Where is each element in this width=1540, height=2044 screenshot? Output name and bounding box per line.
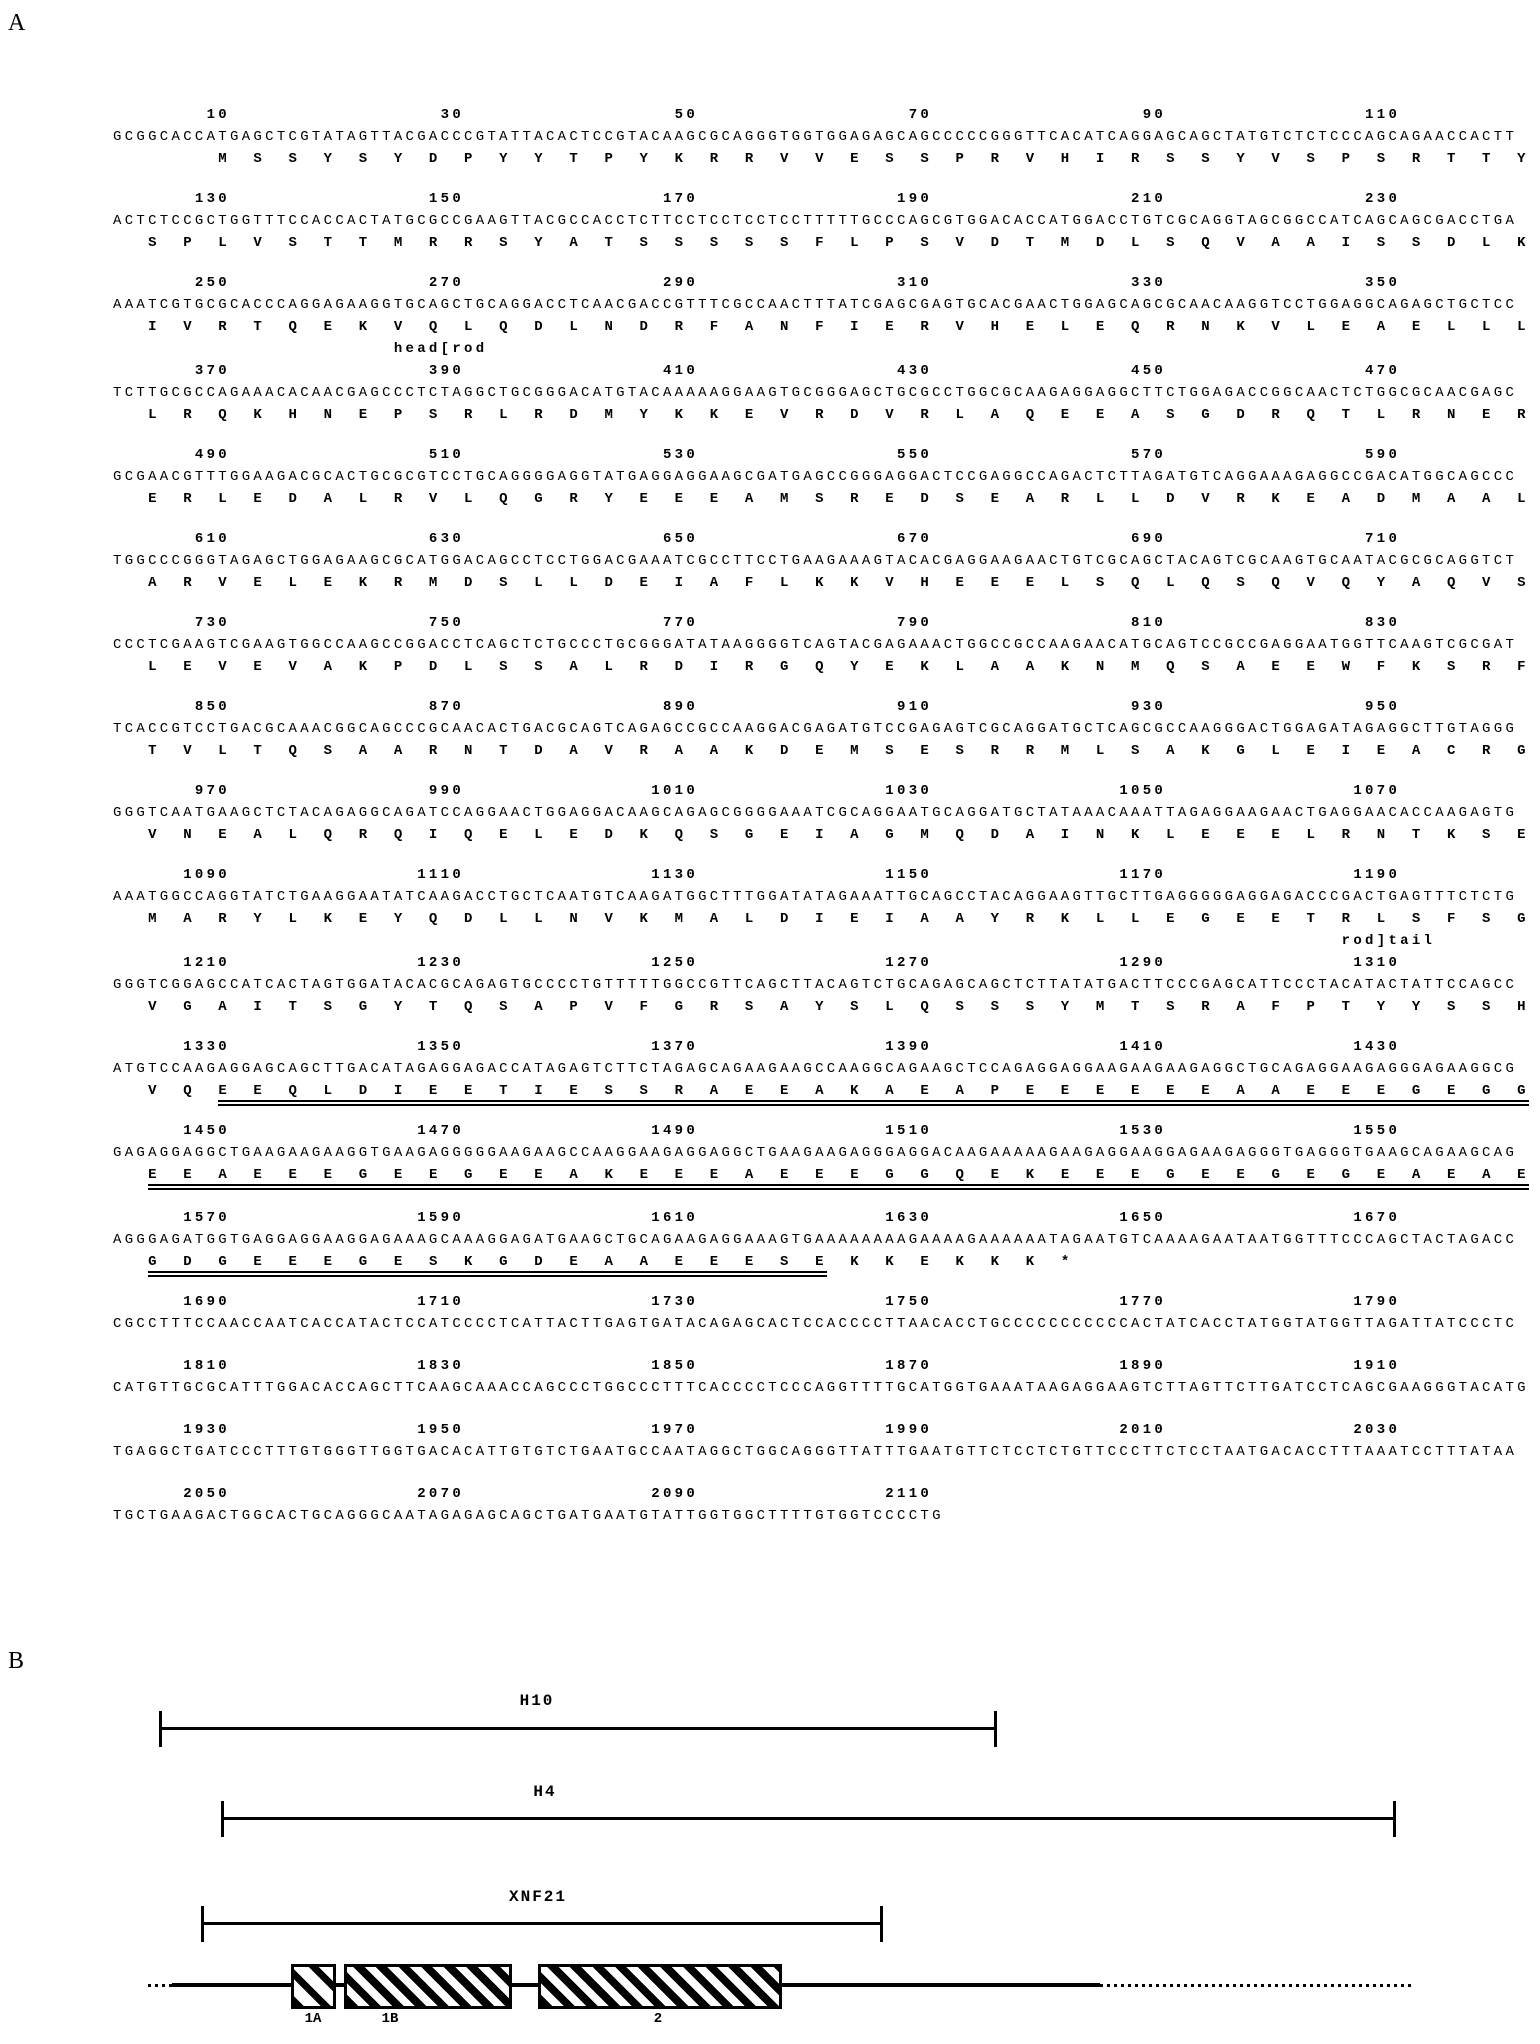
- nucleotide-sequence: GCGGCACCATGAGCTCGTATAGTTACGACCCGTATTACACTCCGTACAAGCGCAGGGTGGTGGAGAGCAGCCCCCGGGTTCACATCAGGAGCAGCTATGTCTCTCCCAGCAGAACCACTT: [113, 129, 1518, 145]
- acidic-domain-underline: G D G E E E G E S K G D E A A E E E S E: [148, 1254, 827, 1277]
- nucleotide-sequence: GCGAACGTTTGGAAGACGCACTGCGCGTCCTGCAGGGGAGGTATGAGGAGGAAGCGATGAGCCGGGAGGACTCCGAGGCCAGACTCTTAGATGTCAGGAAAGAGGCCGACATGGCAGCCC: [113, 469, 1518, 485]
- domain-box-2: [538, 1964, 782, 2009]
- acidic-domain-underline: E E Q L D I E E T I E S S R A E E A K A E A P E E E E E E A A E E E G E G G: [218, 1083, 1529, 1106]
- nucleotide-sequence: CATGTTGCGCATTTGGACACCAGCTTCAAGCAAACCAGCCCTGGCCCTTTCACCCCTCCCAGGTTTTGCATGGTGAAATAAGAGGAAGTCTTAGTTCTTGATCCTCAGCGAAGGGTACATG: [113, 1380, 1529, 1396]
- clone-label-h10: H10: [519, 1692, 555, 1710]
- domain-box-1a: [291, 1964, 336, 2009]
- clone-line-h4: [221, 1817, 1396, 1820]
- domain-boundary-annotation: rod]tail: [113, 933, 1436, 949]
- amino-acid-sequence: A R V E L E K R M D S L L D E I A F L K K V H E E E L S Q L Q S Q V Q Y A Q V S: [113, 575, 1529, 591]
- position-ruler: 1210 1230 1250 1270 1290 1310: [113, 955, 1401, 971]
- amino-acid-sequence: M A R Y L K E Y Q D L L N V K M A L D I E I A A Y R K L L E G E E T R L S F S G: [113, 911, 1529, 927]
- position-ruler: 250 270 290 310 330 350: [113, 275, 1401, 291]
- amino-acid-sequence: L R Q K H N E P S R L R D M Y K K E V R D V R L A Q E E A S G D R Q T L R N E R: [113, 407, 1529, 423]
- domain-label-1b: 1B: [381, 2011, 399, 2027]
- position-ruler: 490 510 530 550 570 590: [113, 447, 1401, 463]
- amino-acid-sequence: I V R T Q E K V Q L Q D L N D R F A N F I E R V H E L E Q R N K V L E A E L L L: [113, 319, 1529, 335]
- position-ruler: 1810 1830 1850 1870 1890 1910: [113, 1358, 1401, 1374]
- nucleotide-sequence: GGGTCAATGAAGCTCTACAGAGGCAGATCCAGGAACTGGAGGACAAGCAGAGCGGGGAAATCGCAGGAATGCAGGATGCTATAAACAAATTAGAGGAAGAACTGAGGAACACCAAGAGTG: [113, 805, 1518, 821]
- nucleotide-sequence: ACTCTCCGCTGGTTTCCACCACTATGCGCCGAAGTTACGCCACCTCTTCCTCCTCCTCCTTTTTGCCCAGCGTGGACACCATGGACCTGTCGCAGGTAGCGGCCATCAGCAGCGACCTGA: [113, 213, 1518, 229]
- clone-extent-xnf21: [201, 1906, 883, 1942]
- domain-boundary-annotation: head[rod: [113, 341, 488, 357]
- clone-extent-h10: [159, 1711, 997, 1747]
- position-ruler: 1570 1590 1610 1630 1650 1670: [113, 1210, 1401, 1226]
- nucleotide-sequence: CGCCTTTCCAACCAATCACCATACTCCATCCCCTCATTACTTGAGTGATACAGAGCACTCCACCCCTTAACACCTGCCCCCCCCCCCACTATCACCTATGGTATGGTTAGATTATCCCTC: [113, 1316, 1518, 1332]
- position-ruler: 370 390 410 430 450 470: [113, 363, 1401, 379]
- nucleotide-sequence: TGCTGAAGACTGGCACTGCAGGGCAATAGAGAGCAGCTGATGAATGTATTGGTGGCTTTTGTGGTCCCCTG: [113, 1508, 944, 1524]
- position-ruler: 850 870 890 910 930 950: [113, 699, 1401, 715]
- nucleotide-sequence: GGGTCGGAGCCATCACTAGTGGATACACGCAGAGTGCCCCTGTTTTTGGCCGTTCAGCTTACAGTCTGCAGAGCAGCTCTTATATGACTTCCCGAGCATTCCCTACATACTATTCCAGCC: [113, 977, 1518, 993]
- amino-acid-sequence: V G A I T S G Y T Q S A P V F G R S A Y S L Q S S S Y M T S R A F P T Y Y S S H: [113, 999, 1529, 1015]
- amino-acid-sequence: L E V E V A K P D L S S A L R D I R G Q Y E K L A A K N M Q S A E E W F K S R F: [113, 659, 1529, 675]
- position-ruler: 730 750 770 790 810 830: [113, 615, 1401, 631]
- amino-acid-sequence: V N E A L Q R Q I Q E L E D K Q S G E I A G M Q D A I N K L E E E L R N T K S E: [113, 827, 1529, 843]
- nucleotide-sequence: AAATGGCCAGGTATCTGAAGGAATATCAAGACCTGCTCAATGTCAAGATGGCTTTGGATATAGAAATTGCAGCCTACAGGAAGTTGCTTGAGGGGGAGGAGACCCGACTGAGTTTCTCTG: [113, 889, 1518, 905]
- position-ruler: 1330 1350 1370 1390 1410 1430: [113, 1039, 1401, 1055]
- position-ruler: 1090 1110 1130 1150 1170 1190: [113, 867, 1401, 883]
- panel-a-label: A: [8, 10, 26, 36]
- position-ruler: 1690 1710 1730 1750 1770 1790: [113, 1294, 1401, 1310]
- clone-extent-h4: [221, 1801, 1396, 1837]
- position-ruler: 130 150 170 190 210 230: [113, 191, 1401, 207]
- acidic-domain-underline: E E A E E E G E E G E E A K E E E A E E E G G Q E K E E E G E E G E G E A E A E: [148, 1167, 1529, 1190]
- clone-label-xnf21: XNF21: [508, 1888, 567, 1906]
- nucleotide-sequence: TGAGGCTGATCCCTTTGTGGGTTGGTGACACATTGTGTCTGAATGCCAATAGGCTGGCAGGGTTATTTGAATGTTCTCCTCTGTTCCCTTCTCCTAATGACACCTTTAAATCCTTTATAA: [113, 1444, 1518, 1460]
- clone-line-h10: [159, 1727, 997, 1730]
- domain-box-1b: [344, 1964, 512, 2009]
- domain-label-1a: 1A: [304, 2011, 322, 2027]
- nucleotide-sequence: AAATCGTGCGCACCCAGGAGAAGGTGCAGCTGCAGGACCTCAACGACCGTTTCGCCAACTTTATCGAGCGAGTGCACGAACTGGAGCAGCGCAACAAGGTCCTGGAGGCAGAGCTGCTCC: [113, 297, 1518, 313]
- clone-line-xnf21: [201, 1922, 883, 1925]
- nucleotide-sequence: AGGGAGATGGTGAGGAGGAAGGAGAAAGCAAAGGAGATGAAGCTGCAGAAGAGGAAAGTGAAAAAAAAGAAAAGAAAAAATAGAATGTCAAAAGAATAATGGTTTCCCAGCTACTAGACC: [113, 1232, 1518, 1248]
- nucleotide-sequence: ATGTCCAAGAGGAGCAGCTTGACATAGAGGAGACCATAGAGTCTTCTAGAGCAGAAGAAGCCAAGGCAGAAGCTCCAGAGGAGGAAGAAGAAGAGGCTGCAGAGGAAGAGGGAGAAGGCG: [113, 1061, 1518, 1077]
- nucleotide-sequence: GAGAGGAGGCTGAAGAAGAAGGTGAAGAGGGGGAAGAAGCCAAGGAAGAGGAGGCTGAAGAAGAGGGAGGACAAGAAAAAGAAGAGGAAGGAGAAGAGGGTGAGGGTGAAGCAGAAGCAG: [113, 1145, 1518, 1161]
- position-ruler: 10 30 50 70 90 110: [113, 107, 1401, 123]
- nucleotide-sequence: TGGCCCGGGTAGAGCTGGAGAAGCGCATGGACAGCCTCCTGGACGAAATCGCCTTCCTGAAGAAAGTACACGAGGAAGAACTGTCGCAGCTACAGTCGCAAGTGCAATACGCGCAGGTCT: [113, 553, 1518, 569]
- domain-label-2: 2: [653, 2011, 663, 2027]
- backbone-dotted-right: [1100, 1984, 1415, 1987]
- amino-acid-sequence: M S S Y S Y D P Y Y T P Y K R R V V E S S P R V H I R S S Y V S P S R T T Y: [113, 151, 1529, 167]
- amino-acid-sequence: T V L T Q S A A R N T D A V R A A K D E M S E S R R M L S A K G L E I E A C R G: [113, 743, 1529, 759]
- amino-acid-sequence: V Q E E Q L D I E E T I E S S R A E E A K A E A P E E E E E E A A E E E G E G G: [113, 1080, 1529, 1102]
- amino-acid-sequence: E R L E D A L R V L Q G R Y E E E A M S R E D S E A R L L D V R K E A D M A A L: [113, 491, 1529, 507]
- nucleotide-sequence: TCTTGCGCCAGAAACACAACGAGCCCTCTAGGCTGCGGGACATGTACAAAAAGGAAGTGCGGGAGCTGCGCCTGGCGCAAGAGGAGGCTTCTGGAGACCGGCAACTCTGGCGCAACGAGC: [113, 385, 1518, 401]
- nucleotide-sequence: CCCTCGAAGTCGAAGTGGCCAAGCCGGACCTCAGCTCTGCCCTGCGGGATATAAGGGGTCAGTACGAGAAACTGGCCGCCAAGAACATGCAGTCCGCCGAGGAATGGTTCAAGTCGCGAT: [113, 637, 1518, 653]
- amino-acid-sequence: S P L V S T T M R R S Y A T S S S S S F L P S V D T M D L S Q V A A I S S D L K: [113, 235, 1529, 251]
- position-ruler: 970 990 1010 1030 1050 1070: [113, 783, 1401, 799]
- nucleotide-sequence: TCACCGTCCTGACGCAAACGGCAGCCCGCAACACTGACGCAGTCAGAGCCGCCAAGGACGAGATGTCCGAGAGTCGCAGGATGCTCAGCGCCAAGGGACTGGAGATAGAGGCTTGTAGGG: [113, 721, 1518, 737]
- amino-acid-sequence: G D G E E E G E S K G D E A A E E E S E K K E K K K *: [113, 1251, 1529, 1273]
- backbone-dotted-left: [148, 1984, 172, 1987]
- position-ruler: 2050 2070 2090 2110: [113, 1486, 933, 1502]
- panel-b-label: B: [8, 1648, 25, 1674]
- clone-label-h4: H4: [533, 1783, 557, 1801]
- position-ruler: 1450 1470 1490 1510 1530 1550: [113, 1123, 1401, 1139]
- position-ruler: 610 630 650 670 690 710: [113, 531, 1401, 547]
- position-ruler: 1930 1950 1970 1990 2010 2030: [113, 1422, 1401, 1438]
